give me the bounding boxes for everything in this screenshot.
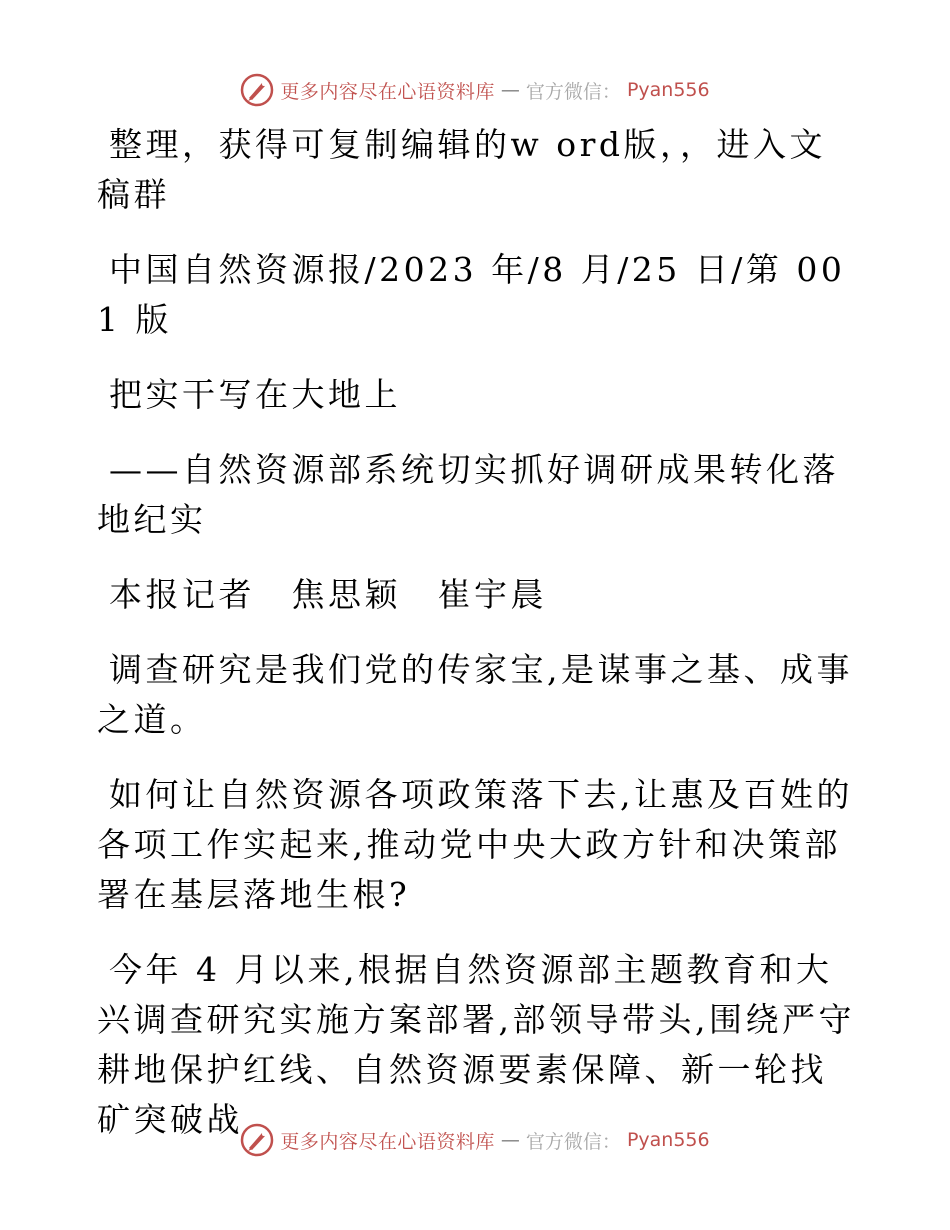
- watermark-wechat-label: 官方微信：: [525, 80, 621, 103]
- watermark-separator: —: [500, 1129, 520, 1151]
- watermark-main-text: 更多内容尽在心语资料库: [280, 80, 495, 103]
- article-subtitle: ——自然资源部系统切实抓好调研成果转化落地纪实: [97, 450, 839, 539]
- paragraph-body-2: 如何让自然资源各项政策落下去,让惠及百姓的各项工作实起来,推动党中央大政方针和决策部署在基层落地生根?: [97, 775, 853, 914]
- footer-watermark: [0, 1120, 950, 1160]
- article-byline: 本报记者 焦思颖 崔宇晨: [109, 575, 547, 614]
- watermark-wechat-id: Pyan556: [626, 1129, 710, 1151]
- watermark-main-text: 更多内容尽在心语资料库: [280, 1130, 495, 1153]
- document-body: [97, 120, 857, 1170]
- article-title: 把实干写在大地上: [109, 375, 401, 414]
- pen-logo-icon: [240, 73, 274, 107]
- paragraph-intro: 整理，获得可复制编辑的w ord版，，进入文稿群: [97, 125, 827, 214]
- paragraph-body-3: 今年 4 月以来,根据自然资源部主题教育和大兴调查研究实施方案部署,部领导带头,围绕严守耕地保护红线、自然资源要素保障、新一轮找矿突破战: [97, 950, 855, 1139]
- paragraph-source: 中国自然资源报/2023 年/8 月/25 日/第 001 版: [97, 250, 846, 339]
- header-watermark: [0, 70, 950, 110]
- watermark-separator: —: [500, 79, 520, 101]
- paragraph-body-1: 调查研究是我们党的传家宝,是谋事之基、成事之道。: [97, 650, 853, 739]
- watermark-wechat-id: Pyan556: [626, 79, 710, 101]
- watermark-wechat-label: 官方微信：: [525, 1130, 621, 1153]
- pen-logo-icon: [240, 1123, 274, 1157]
